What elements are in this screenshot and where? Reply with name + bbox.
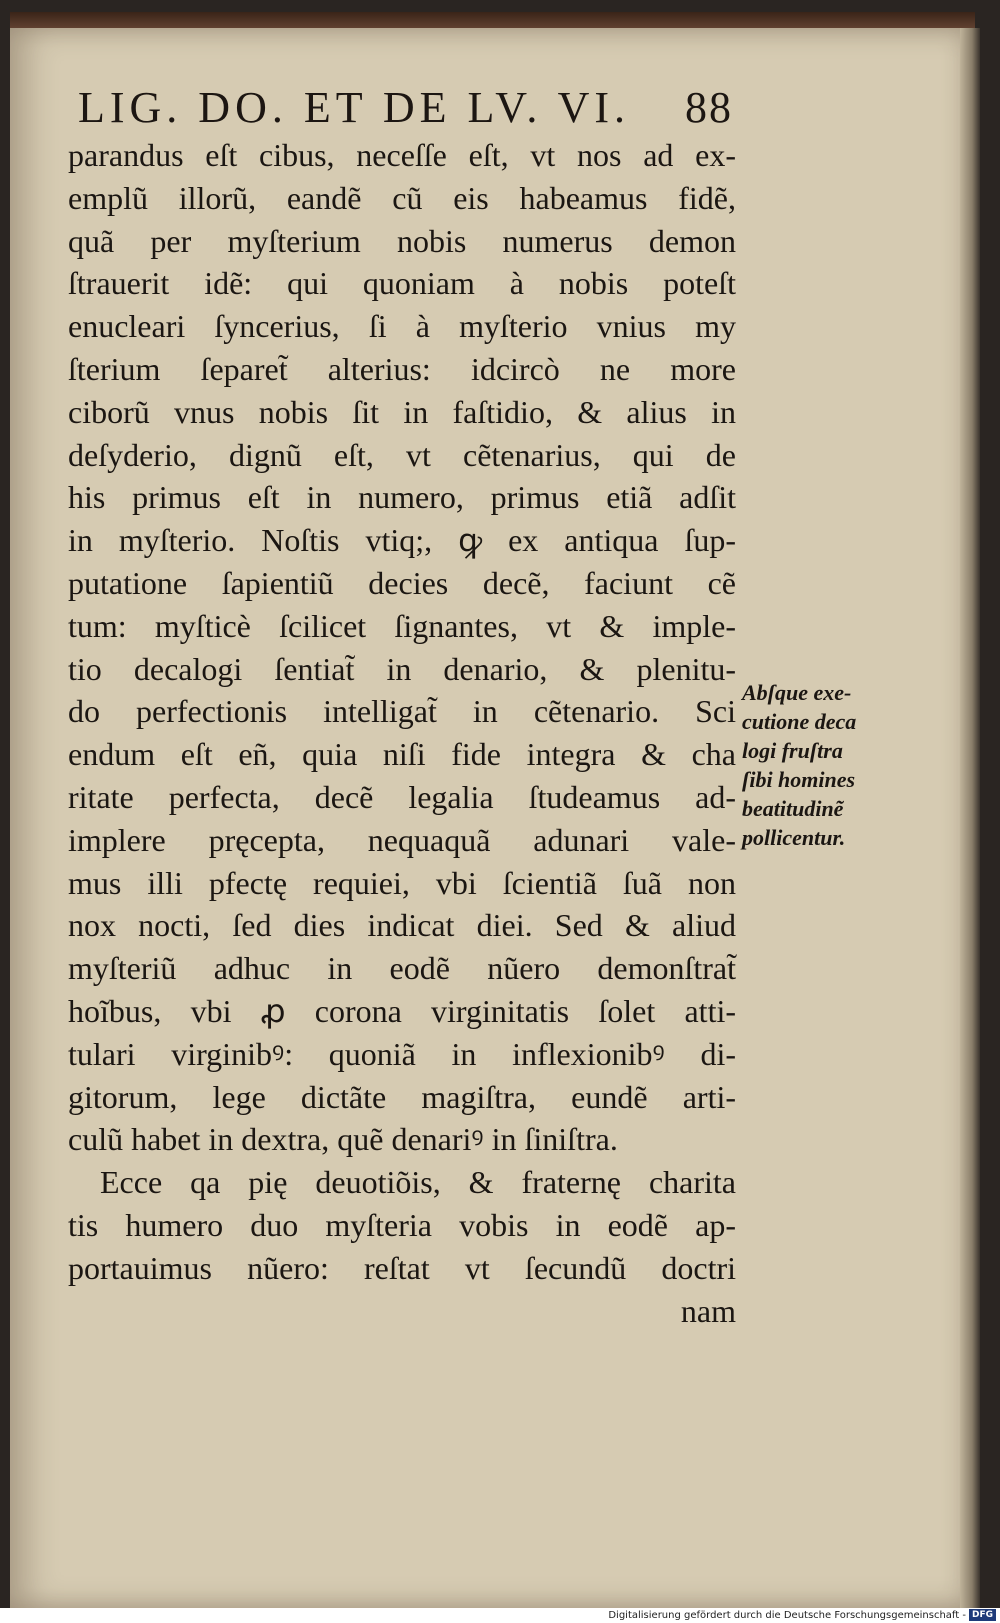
marginal-note: [742, 678, 902, 852]
text-line: ritate perfecta, decẽ legalia ſtudeamus ad-: [68, 778, 736, 815]
text-line: portauimus nũero: reſtat vt ſecundũ doctri: [68, 1249, 736, 1286]
text-line: ciborũ vnus nobis ſit in faſtidio, & alius in: [68, 393, 736, 430]
text-line: culũ habet in dextra, quẽ denariꝰ in ſiniſtra.: [68, 1121, 618, 1158]
text-line: ſterium ſeparet̃ alterius: idcircò ne more: [68, 350, 736, 387]
text-line: quã per myſterium nobis numerus demon: [68, 222, 736, 259]
marginal-note-line: Abſque exe-: [742, 680, 852, 705]
text-line: deſyderio, dignũ eſt, vt cẽtenarius, qui de: [68, 436, 736, 473]
text-line: mus illi pfectę requiei, vbi ſcientiã ſuã non: [68, 864, 736, 901]
text-line: in myſterio. Noſtis vtiq;, ꝙ ex antiqua ſup-: [68, 522, 736, 559]
marginal-note-line: beatitudinẽ: [742, 796, 844, 821]
dfg-logo: DFG: [969, 1609, 996, 1621]
running-head-title: LIG. DO. ET DE LV. VI.: [78, 83, 631, 132]
marginal-note-line: pollicentur.: [742, 825, 846, 850]
text-line: tio decalogi ſentiat̃ in denario, & plenitu-: [68, 650, 736, 687]
text-line: do perfectionis intelligat̃ in cẽtenario. Sci: [68, 693, 736, 730]
text-line: his primus eſt in numero, primus etiã adſit: [68, 479, 736, 516]
running-head: [78, 82, 733, 132]
text-line: nox nocti, ſed dies indicat diei. Sed & aliud: [68, 907, 736, 944]
text-line: parandus eſt cibus, neceſſe eſt, vt nos ad ex-: [68, 137, 736, 173]
page-right-edge: [960, 28, 980, 1608]
text-line: tum: myſticè ſcilicet ſignantes, vt & imple-: [68, 607, 736, 644]
text-line: endum eſt eñ, quia niſi fide integra & cha: [68, 736, 736, 773]
footer-credit: [608, 1608, 996, 1623]
text-line: myſteriũ adhuc in eodẽ nũero demonſtrat̃: [68, 950, 736, 987]
text-line: hoĩbus, vbi ꝓ corona virginitatis ſolet atti-: [68, 992, 736, 1029]
footer-credit-text: Digitalisierung gefördert durch die Deutsche Forschungsgemeinschaft -: [608, 1610, 966, 1621]
text-line: gitorum, lege dictãte magiſtra, eundẽ arti-: [68, 1078, 736, 1115]
text-line: tulari virginibꝰ: quoniã in inflexionibꝰ di-: [68, 1035, 736, 1072]
folio-number: 88: [685, 83, 733, 132]
text-line: putatione ſapientiũ decies decẽ, faciunt cẽ: [68, 564, 736, 601]
text-line: tis humero duo myſteria vobis in eodẽ ap-: [68, 1206, 736, 1243]
text-line: implere pręcepta, nequaquã adunari vale-: [68, 821, 736, 858]
body-text: [68, 134, 736, 1332]
marginal-note-line: cutione deca: [742, 709, 857, 734]
catchword: nam: [680, 1292, 736, 1329]
text-line: ſtrauerit idẽ: qui quoniam à nobis poteſt: [68, 265, 736, 302]
text-line: emplũ illorũ, eandẽ cũ eis habeamus fidẽ,: [68, 179, 736, 216]
marginal-note-line: logi fruſtra: [742, 738, 843, 763]
text-line: Ecce qa pię deuotiõis, & fraternę charita: [100, 1164, 736, 1201]
marginal-note-line: ſibi homines: [742, 767, 856, 792]
text-line: enucleari ſyncerius, ſi à myſterio vnius my: [68, 308, 736, 345]
